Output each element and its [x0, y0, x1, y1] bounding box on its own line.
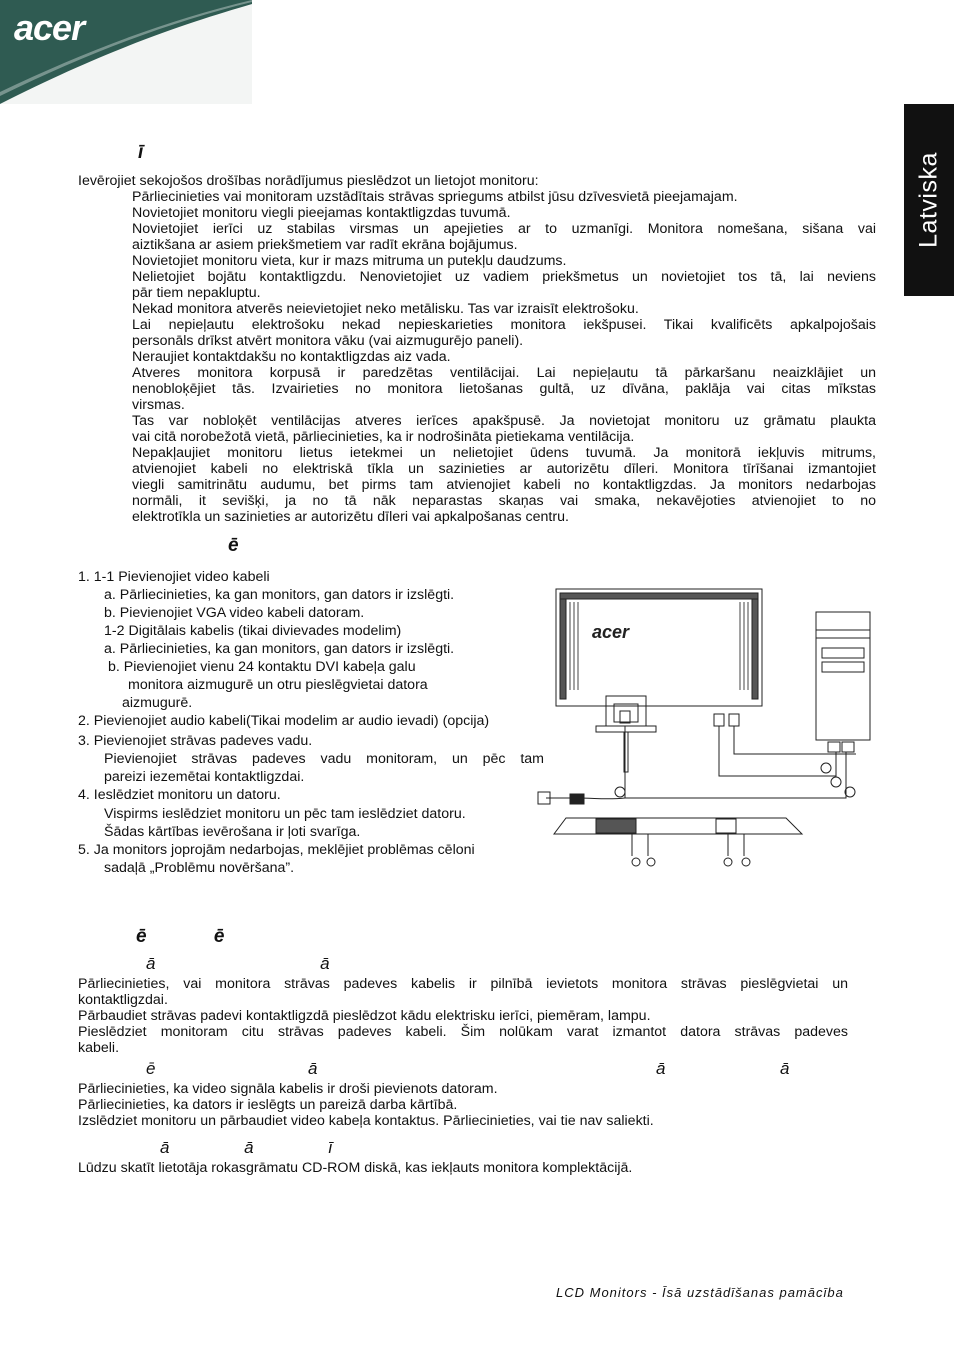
- safety-line: Novietojiet ierīci uz stabilas virsmas un apejieties ar to uzmanīgi. Monitora nomešana, sišana vai: [132, 221, 876, 237]
- safety-line: vai citā norobežotā vietā, pārliecinieties, ka ir nodrošināta pietiekama ventilācija.: [132, 429, 635, 445]
- connect-step: 2. Pievienojiet audio kabeli(Tikai modelim ar audio ievadi) (opcija): [78, 713, 490, 729]
- header-logo-banner: [0, 0, 252, 104]
- safety-line: normāli, it sevišķi, ja no tā nāk neparastas skaņas vai smaka, nekavējoties atvienojiet to no: [132, 493, 876, 509]
- connect-step: monitora aizmugurē un otru pieslēgvietai datora: [128, 677, 428, 693]
- connect-step: aizmugurē.: [122, 695, 193, 711]
- trouble-line: Pārliecinieties, ka dators ir ieslēgts un pareizā darba kārtībā.: [78, 1097, 458, 1113]
- trouble-line: Lūdzu skatīt lietotāja rokasgrāmatu CD-ROM diskā, kas iekļauts monitora komplektācijā.: [78, 1160, 633, 1176]
- safety-line: atvienojiet kabeli no elektriskā tīkla un sazinieties ar autorizētu dīleri. Monitora tīrīšanai izmantojiet: [132, 461, 876, 477]
- connect-step: Vispirms ieslēdziet monitoru un pēc tam ieslēdziet datoru.: [104, 806, 466, 822]
- safety-line: elektrotīkla un sazinieties ar autorizētu dīleri vai apkalpošanas centru.: [132, 509, 569, 525]
- safety-line: pār tiem nepakluptu.: [132, 285, 261, 301]
- connect-step: Šādas kārtības ievērošana ir ļoti svarīga.: [104, 824, 361, 840]
- language-label: Latviska: [914, 152, 943, 248]
- callout-5: [615, 787, 625, 797]
- connect-step: a. Pārliecinieties, ka gan monitors, gan dators ir izslēgti.: [104, 641, 455, 657]
- callout-3: [831, 777, 841, 787]
- trouble-line: Pieslēdziet monitoram citu strāvas padeves kabeli. Šim nolūkam varat izmantot datora strāvas padeves: [78, 1024, 848, 1040]
- connect-step: 5. Ja monitors joprojām nedarbojas, meklējiet problēmas cēloni: [78, 842, 475, 858]
- safety-line: viegli samitrinātu audumu, bet pirms tam atvienojiet kabeli no kontaktligzdas. Ja monitors nedarbojas: [132, 477, 876, 493]
- acer-logo: acer: [14, 7, 85, 48]
- trouble-heading: ē ē: [136, 926, 225, 947]
- connect-step: 3. Pievienojiet strāvas padeves vadu.: [78, 733, 313, 749]
- monitor-logo: acer: [592, 622, 630, 642]
- safety-line: Tas var nobloķēt ventilācijas atveres ierīces apakšpusē. Ja novietojat monitoru uz grāmatu plaukta: [132, 413, 876, 429]
- safety-line: Nelietojiet bojātu kontaktligzdu. Nenovietojiet uz vadiem priekšmetus un novietojiet tos tā, lai neviens: [132, 269, 876, 285]
- safety-line: virsmas.: [132, 397, 185, 413]
- safety-line: Nekad monitora atverēs neievietojiet neko metālisku. Tas var izraisīt elektrošoku.: [132, 301, 639, 317]
- trouble-line: Izslēdziet monitoru un pārbaudiet video kabeļa kontaktus. Pārliecinieties, vai tie nav saliekti.: [78, 1113, 654, 1129]
- trouble-line: kontaktligzdai.: [78, 992, 168, 1008]
- connect-step: a. Pārliecinieties, ka gan monitors, gan dators ir izslēgti.: [104, 587, 455, 603]
- connect-step: b. Pievienojiet vienu 24 kontaktu DVI kabeļa galu: [108, 659, 416, 675]
- pc-tower: [816, 612, 870, 740]
- connect-step: b. Pievienojiet VGA video kabeli datoram.: [104, 605, 365, 621]
- connect-step: pareizi iezemētai kontaktligzdai.: [104, 769, 305, 785]
- trouble-line: Pārliecinieties, ka video signāla kabelis ir droši pievienots datoram.: [78, 1081, 498, 1097]
- trouble-sub3: ā ā ī: [160, 1138, 333, 1157]
- safety-line: Lai nepieļautu elektrošoku nekad nepieskarieties monitora iekšpusei. Tikai kvalificēts apkalpojošais: [132, 317, 876, 333]
- safety-line: Atveres monitora korpusā ir paredzētas ventilācijai. Lai nepieļautu tā pārkaršanu neaizklājiet un: [132, 365, 876, 381]
- safety-line: Novietojiet monitoru viegli pieejamas kontaktligzdas tuvumā.: [132, 205, 511, 221]
- safety-line: Nepakļaujiet monitoru lietus ietekmei un nelietojiet ūdens tuvumā. Ja monitorā iekļuvis mitrums,: [132, 445, 876, 461]
- safety-line: nenobloķējiet tās. Izvairieties no monitora lietošanas gultā, uz dīvāna, paklāja vai citas mīkstas: [132, 381, 876, 397]
- trouble-line: Pārbaudiet strāvas padevi kontaktligzdā pieslēdzot kādu elektrisku ierīci, piemēram, lampu.: [78, 1008, 651, 1024]
- connect-heading: ē: [228, 535, 239, 556]
- trouble-sub2-d: ā: [780, 1059, 790, 1078]
- footer-text: LCD Monitors - Īsā uzstādīšanas pamācība: [556, 1285, 844, 1300]
- connection-diagram: [536, 586, 876, 870]
- connect-step: 4. Ieslēdziet monitoru un datoru.: [78, 787, 281, 803]
- safety-line: personāls drīkst atvērt monitora vāku (vai aizmugurējo paneli).: [132, 333, 524, 349]
- connect-step: 1. 1-1 Pievienojiet video kabeli: [78, 569, 270, 585]
- trouble-sub2-c: ā: [656, 1059, 666, 1078]
- connect-step: Pievienojiet strāvas padeves vadu monitoram, un pēc tam: [104, 751, 544, 767]
- trouble-line: kabeli.: [78, 1040, 120, 1056]
- safety-line: Novietojiet monitoru vieta, kur ir mazs mitruma un putekļu daudzums.: [132, 253, 567, 269]
- safety-line: Neraujiet kontaktdakšu no kontaktligzdas aiz vada.: [132, 349, 451, 365]
- safety-intro: Ievērojiet sekojošos drošības norādījumus pieslēdzot un lietojot monitoru:: [78, 173, 539, 189]
- trouble-sub2-b: ā: [308, 1059, 318, 1078]
- safety-line: Pārliecinieties vai monitoram uzstādītais strāvas spriegums atbilst jūsu dzīvesvietā pieejamajam.: [132, 189, 738, 205]
- connect-step: 1-2 Digitālais kabelis (tikai divievades modelim): [104, 623, 402, 639]
- connect-step: sadaļā „Problēmu novēršana”.: [104, 860, 295, 876]
- safety-heading: ī: [138, 142, 144, 163]
- safety-line: aiztikšana ar asiem priekšmetiem var radīt ekrāna bojājumus.: [132, 237, 518, 253]
- monitor-back: [556, 589, 762, 706]
- trouble-line: Pārliecinieties, vai monitora strāvas padeves kabelis ir pilnībā ievietots monitora strāvas pieslēgvietai un: [78, 976, 848, 992]
- trouble-sub1: ā ā: [146, 954, 330, 973]
- callout-4: [821, 763, 831, 773]
- trouble-sub2-a: ē: [146, 1059, 156, 1078]
- language-side-tab: [904, 104, 954, 296]
